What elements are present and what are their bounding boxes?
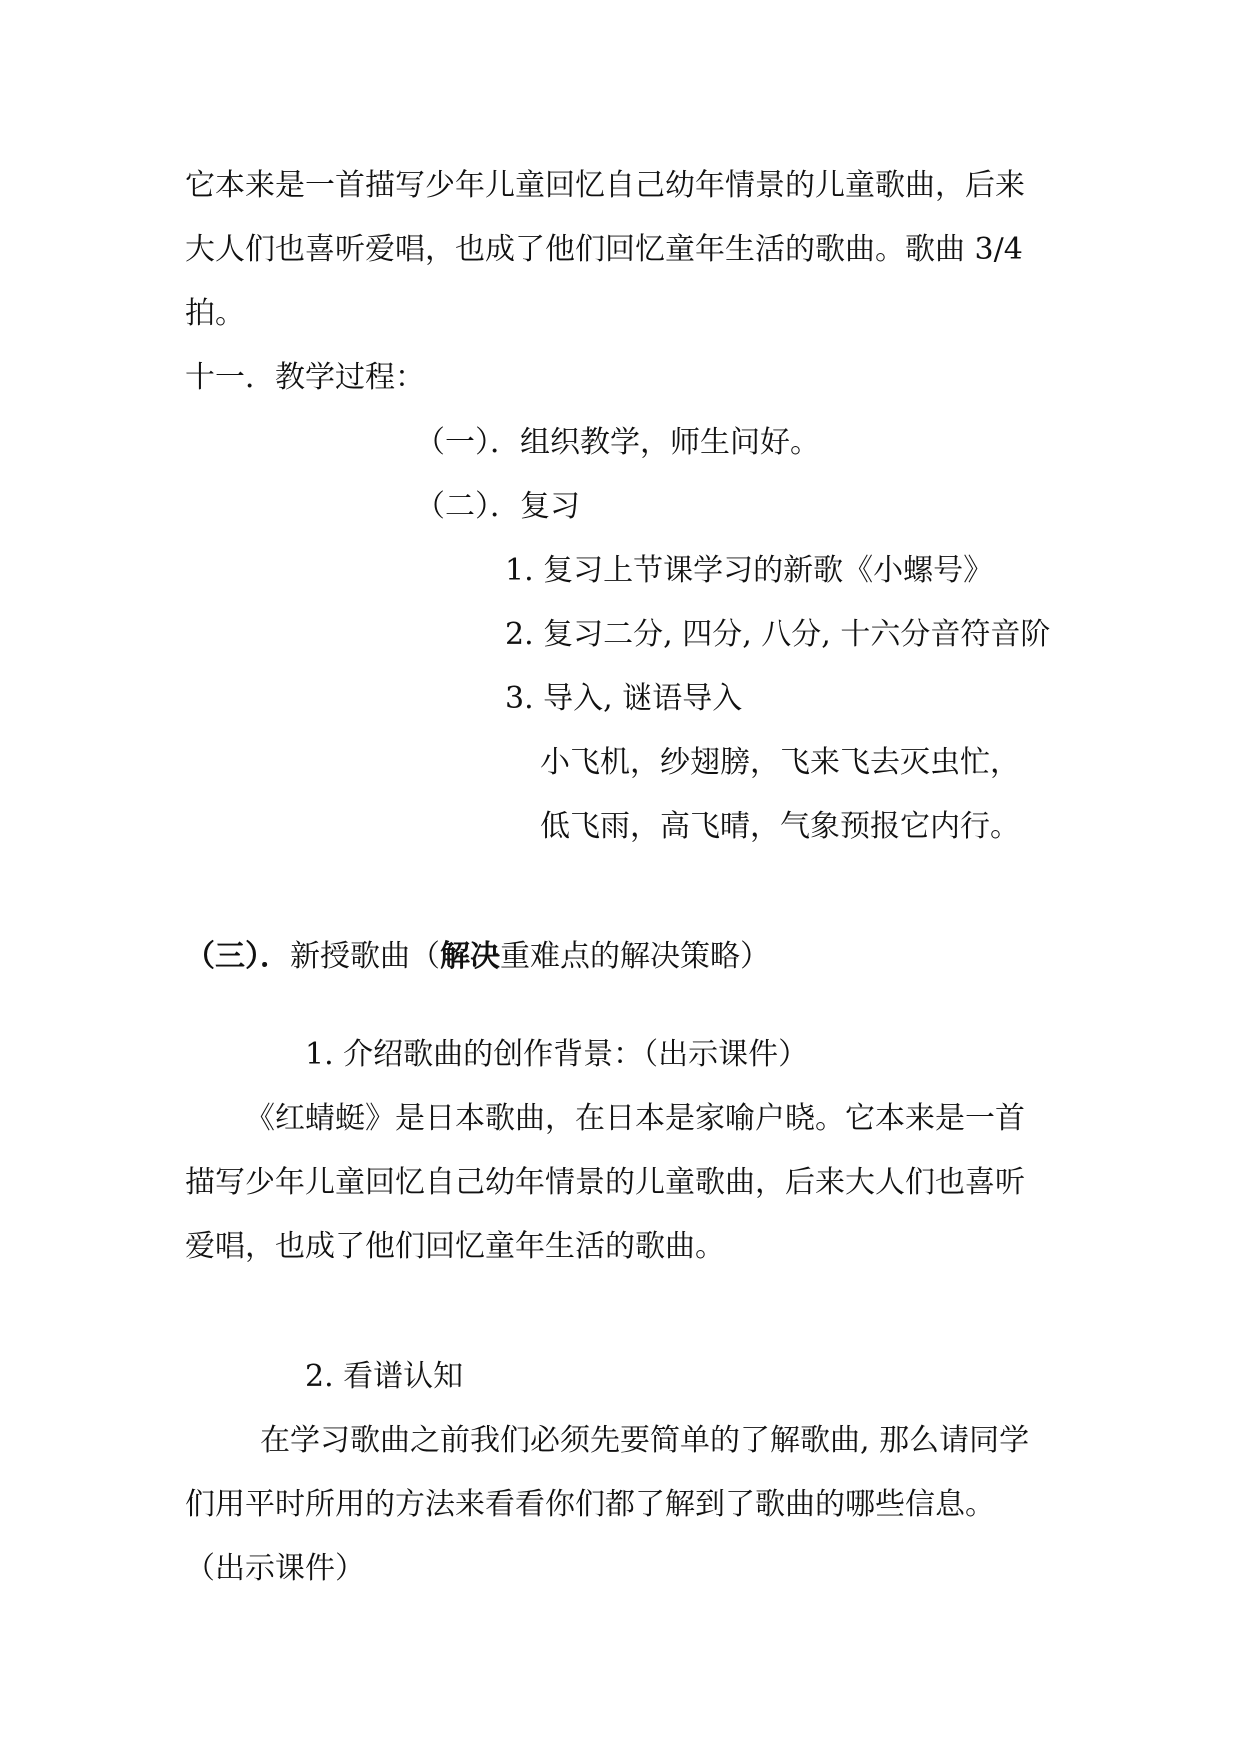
sub-1-heading: 1. 介绍歌曲的创作背景：（出示课件） — [305, 1037, 809, 1072]
sub-2-para-line-2: 们用平时所用的方法来看看你们都了解到了歌曲的哪些信息。 — [185, 1487, 995, 1522]
review-item-1: 1. 复习上节课学习的新歌《小螺号》 — [505, 553, 994, 588]
step-3-heading-prefix: （三）． — [185, 939, 290, 974]
section-11-heading: 十一．教学过程： — [185, 360, 425, 395]
sub-1-para-line-2: 描写少年儿童回忆自己幼年情景的儿童歌曲，后来大人们也喜听 — [185, 1165, 1025, 1200]
review-item-2: 2. 复习二分, 四分, 八分, 十六分音符音阶 — [505, 617, 1051, 652]
step-3-heading-tail: 重难点的解决策略） — [500, 939, 770, 974]
riddle-line-2: 低飞雨，高飞晴，气象预报它内行。 — [540, 809, 1020, 844]
review-item-3: 3. 导入, 谜语导入 — [505, 681, 743, 716]
sub-2-para-line-1: 在学习歌曲之前我们必须先要简单的了解歌曲, 那么请同学 — [260, 1423, 1030, 1458]
step-3-heading — [185, 937, 770, 977]
step-3-heading-text: 新授歌曲（ — [290, 939, 440, 974]
step-3-heading-bold: 解决 — [440, 939, 500, 974]
step-2-heading: （二）．复习 — [415, 489, 580, 524]
riddle-line-1: 小飞机，纱翅膀，飞来飞去灭虫忙， — [540, 745, 1020, 780]
intro-line-2: 大人们也喜听爱唱，也成了他们回忆童年生活的歌曲。歌曲 3/4 — [185, 232, 1023, 267]
sub-1-para-line-3: 爱唱，也成了他们回忆童年生活的歌曲。 — [185, 1229, 725, 1264]
intro-line-3: 拍。 — [185, 296, 245, 331]
intro-line-1: 它本来是一首描写少年儿童回忆自己幼年情景的儿童歌曲，后来 — [185, 168, 1025, 203]
sub-2-para-line-3: （出示课件） — [185, 1551, 365, 1586]
sub-2-heading: 2. 看谱认知 — [305, 1359, 464, 1394]
sub-1-para-line-1: 《红蜻蜓》是日本歌曲，在日本是家喻户晓。它本来是一首 — [245, 1101, 1025, 1136]
step-1-heading: （一）．组织教学，师生问好。 — [415, 425, 820, 460]
